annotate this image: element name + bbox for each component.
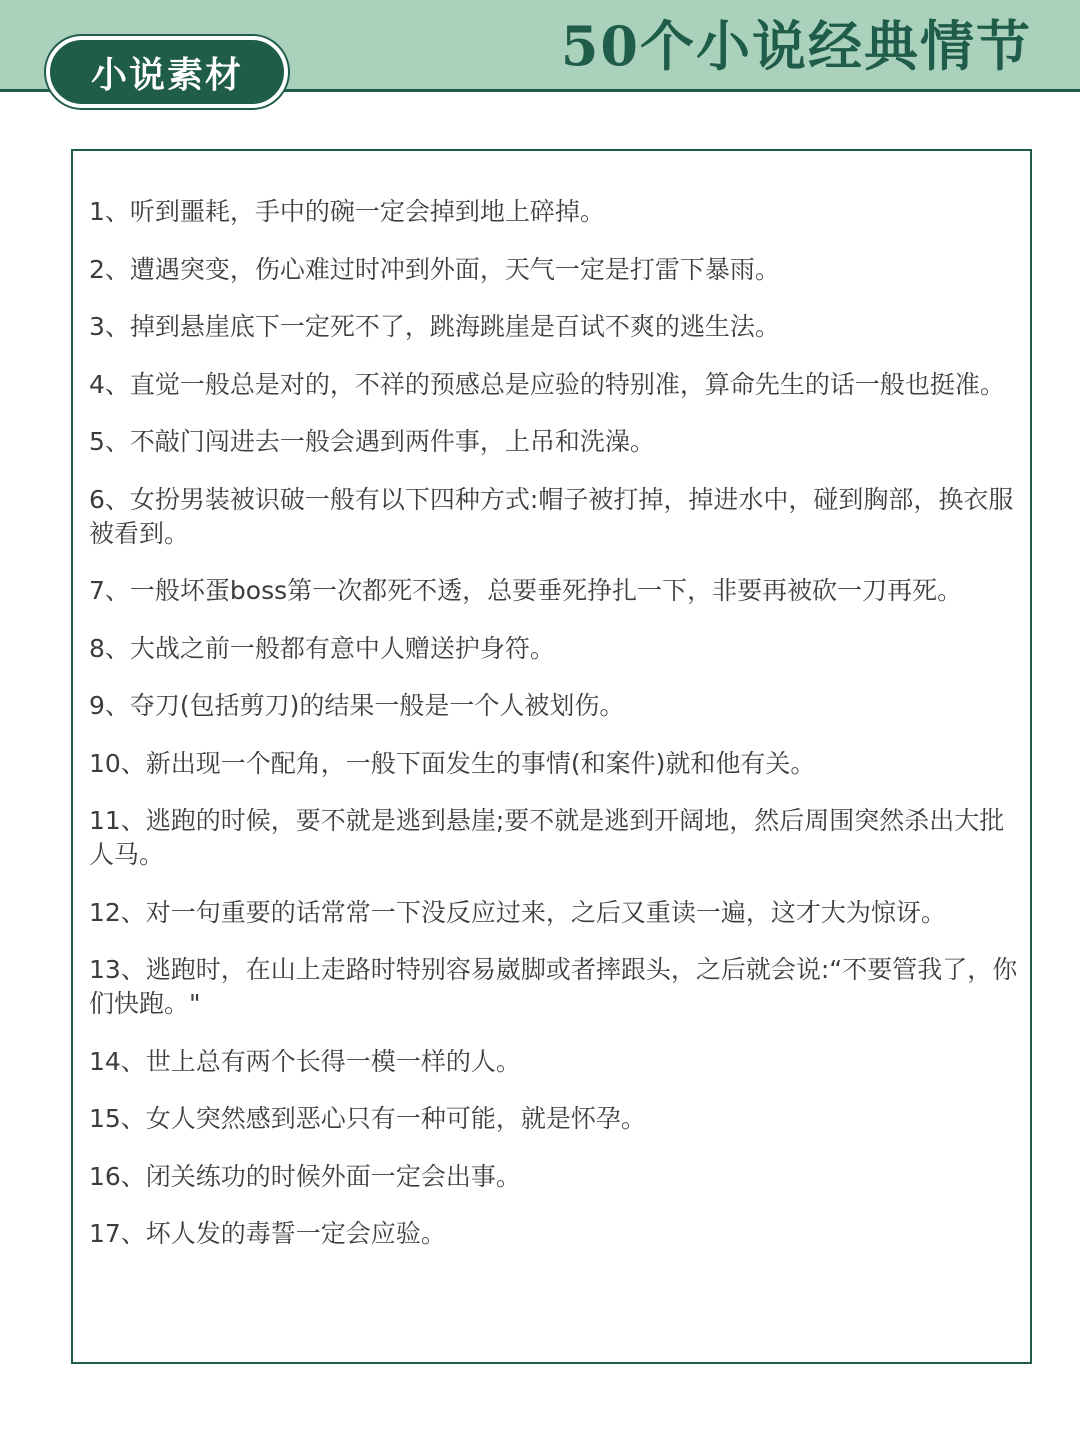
plot-item: 16、闭关练功的时候外面一定会出事。 bbox=[89, 1161, 521, 1191]
plot-item: 12、对一句重要的话常常一下没反应过来，之后又重读一遍，这才大为惊讶。 bbox=[89, 897, 946, 927]
plot-item: 13、逃跑时，在山上走路时特别容易崴脚或者摔跟头，之后就会说:“不要管我了，你们快跑。" bbox=[89, 955, 1018, 1018]
page-title: 50个小说经典情节 bbox=[560, 14, 1032, 78]
plot-item: 4、直觉一般总是对的，不祥的预感总是应验的特别准，算命先生的话一般也挺准。 bbox=[89, 369, 1005, 399]
category-badge bbox=[46, 36, 288, 108]
plot-item: 17、坏人发的毒誓一定会应验。 bbox=[89, 1219, 446, 1248]
plot-item: 7、一般坏蛋boss第一次都死不透，总要垂死挣扎一下，非要再被砍一刀再死。 bbox=[89, 576, 963, 605]
plot-item: 8、大战之前一般都有意中人赠送护身符。 bbox=[89, 633, 555, 663]
category-label: 小说素材 bbox=[90, 53, 243, 96]
content-frame bbox=[71, 149, 1032, 1364]
plot-item: 9、夺刀(包括剪刀)的结果一般是一个人被划伤。 bbox=[89, 691, 625, 720]
plot-item: 15、女人突然感到恶心只有一种可能，就是怀孕。 bbox=[89, 1104, 646, 1133]
plot-item: 2、遭遇突变，伤心难过时冲到外面，天气一定是打雷下暴雨。 bbox=[89, 254, 780, 284]
plot-item: 11、逃跑的时候，要不就是逃到悬崖;要不就是逃到开阔地，然后周围突然杀出大批人马。 bbox=[89, 806, 1005, 869]
plot-item: 10、新出现一个配角，一般下面发生的事情(和案件)就和他有关。 bbox=[89, 748, 816, 778]
plot-list bbox=[89, 195, 1023, 1275]
plot-item: 14、世上总有两个长得一模一样的人。 bbox=[89, 1046, 521, 1076]
plot-item: 1、听到噩耗，手中的碗一定会掉到地上碎掉。 bbox=[89, 197, 605, 226]
plot-item: 3、掉到悬崖底下一定死不了，跳海跳崖是百试不爽的逃生法。 bbox=[89, 312, 780, 341]
plot-item: 5、不敲门闯进去一般会遇到两件事，上吊和洗澡。 bbox=[89, 427, 655, 456]
plot-item: 6、女扮男装被识破一般有以下四种方式:帽子被打掉，掉进水中，碰到胸部，换衣服被看到。 bbox=[89, 484, 1014, 548]
